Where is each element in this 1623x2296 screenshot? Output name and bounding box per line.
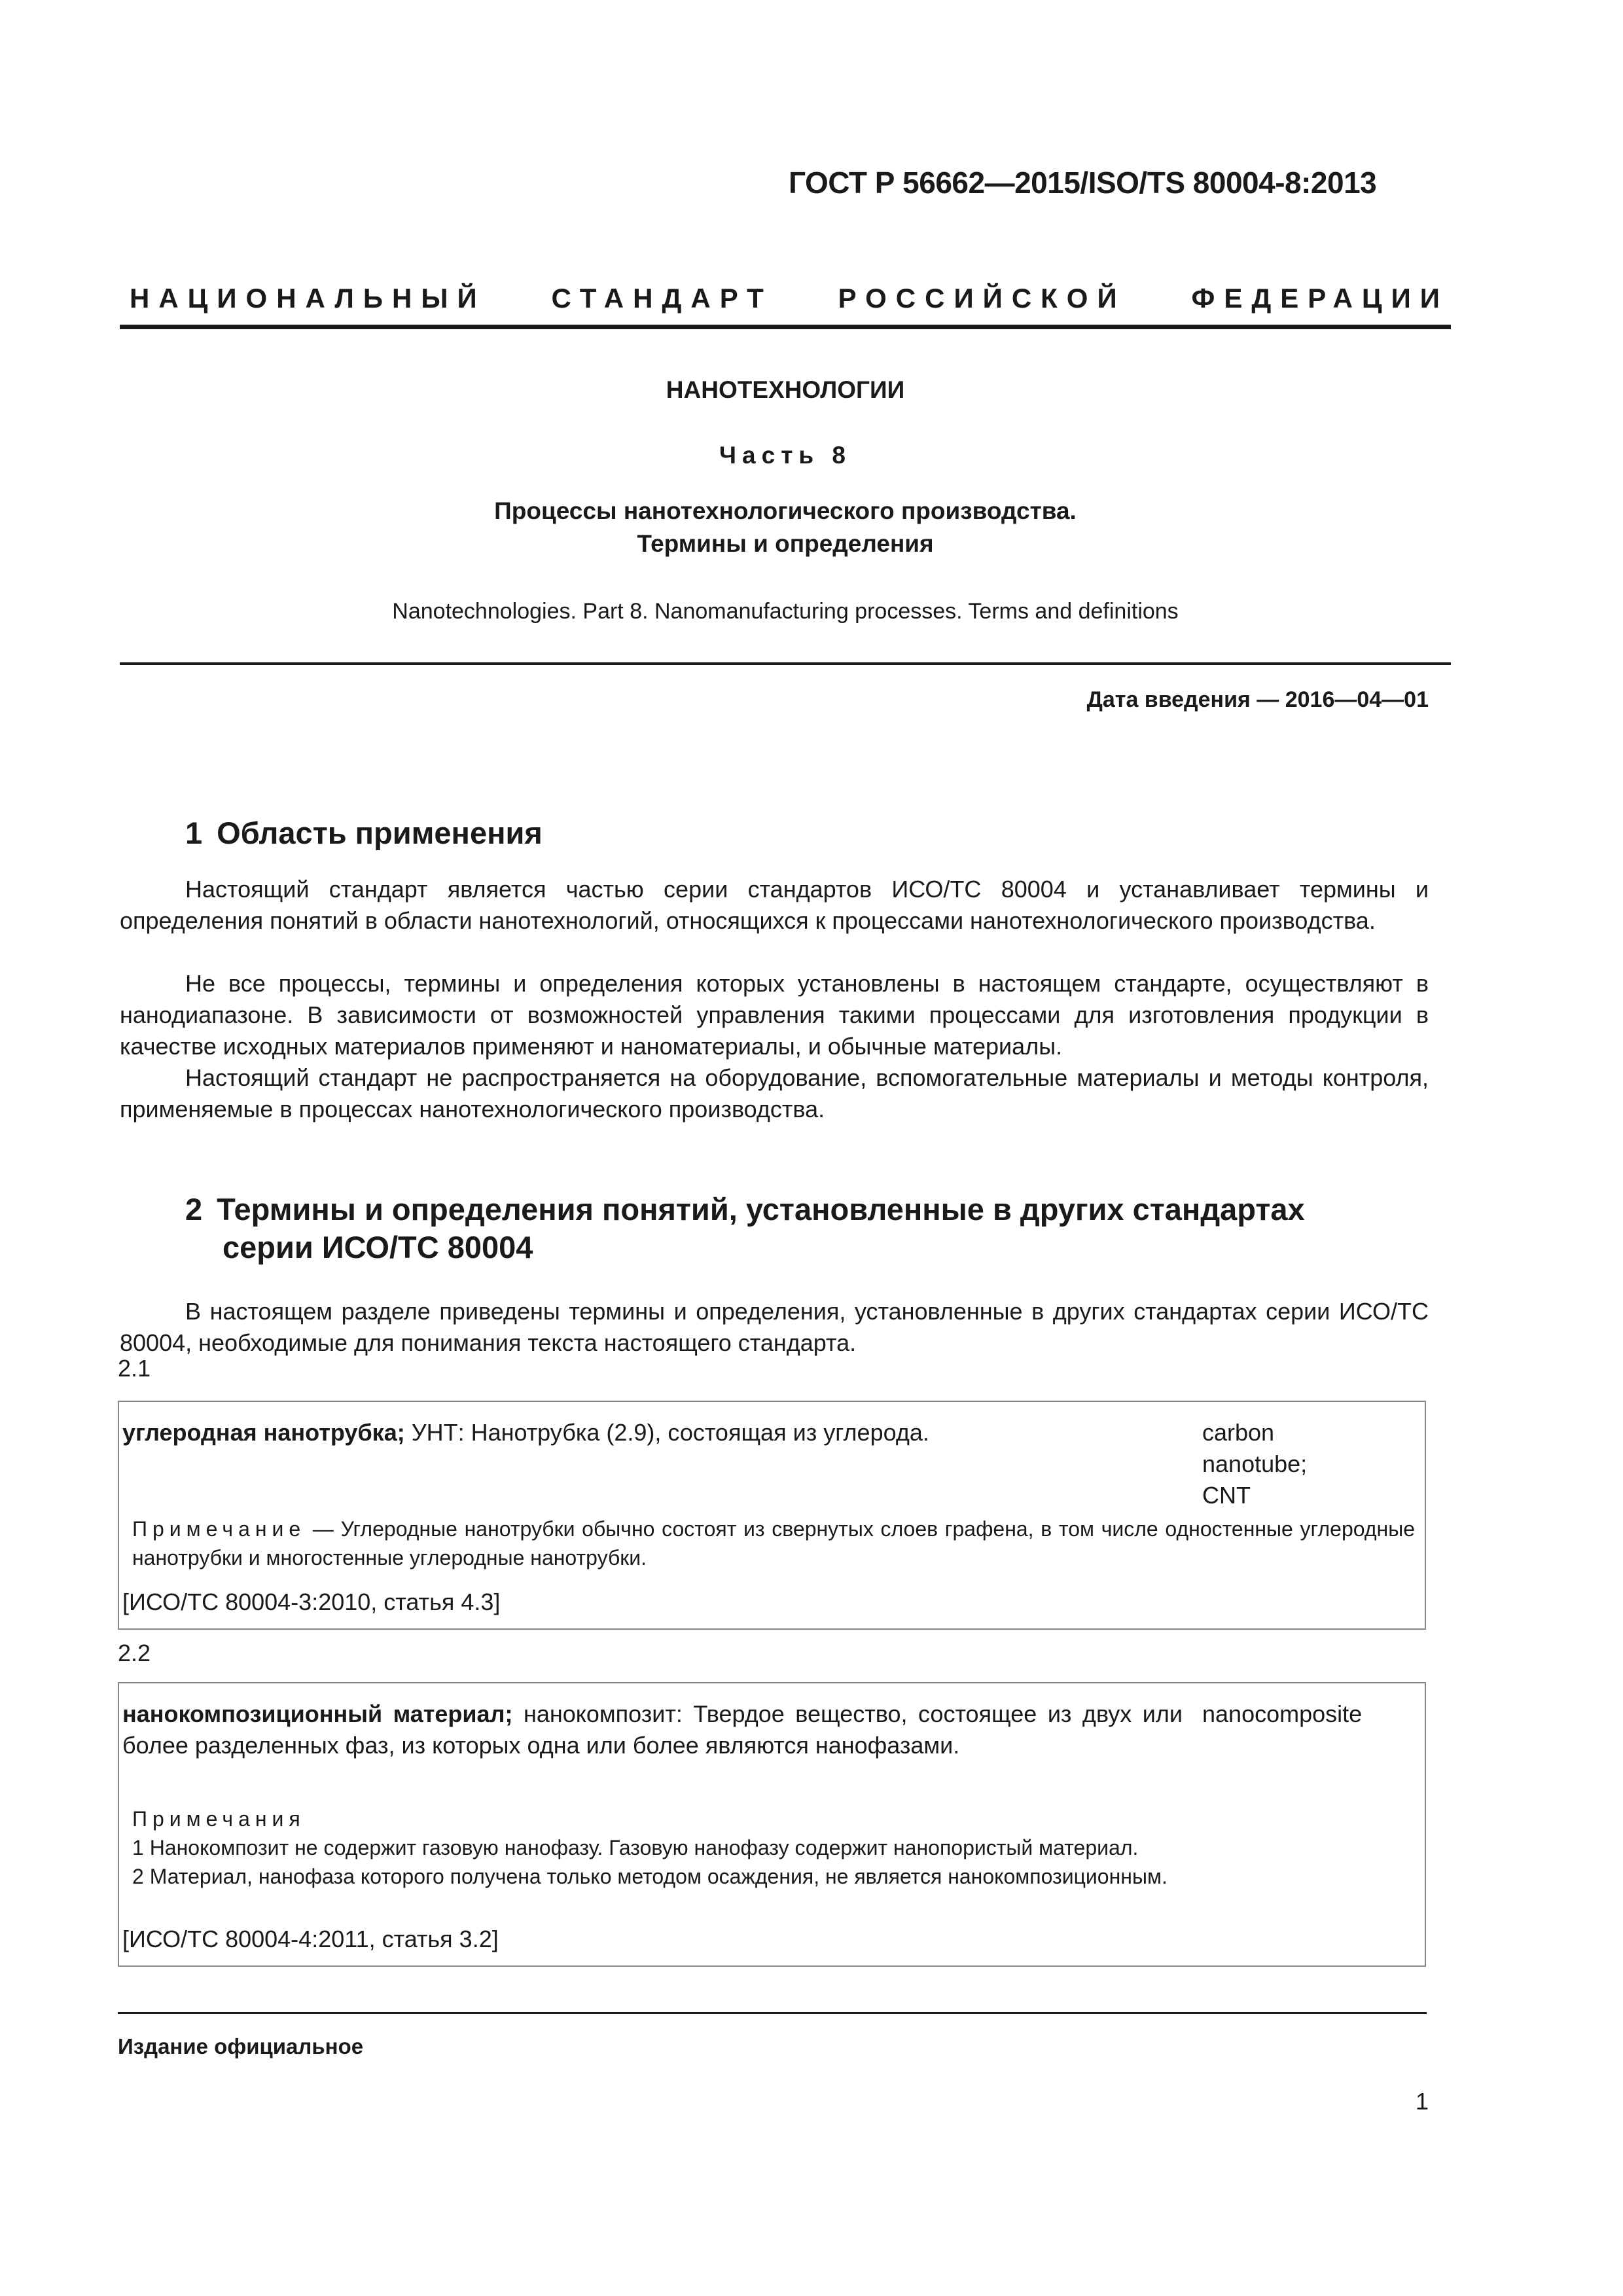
english-term-line: nanotube; bbox=[1202, 1450, 1308, 1477]
document-code: ГОСТ Р 56662—2015/ISO/TS 80004-8:2013 bbox=[789, 166, 1377, 200]
national-standard-banner bbox=[130, 283, 1449, 314]
paragraph-text: В настоящем разделе приведены термины и определения, установленные в других стандартах серии ИСО/ТС 80004, необходимые для понимания текста настоящего стандарта. bbox=[120, 1298, 1429, 1356]
page-number: 1 bbox=[1416, 2088, 1429, 2115]
subtitle-line-2: Термины и определения bbox=[637, 530, 934, 557]
footer-divider bbox=[118, 2012, 1427, 2014]
title-divider bbox=[120, 662, 1451, 665]
paragraph bbox=[120, 1296, 1429, 1359]
subtitle-line-1: Процессы нанотехнологического производства. bbox=[494, 497, 1077, 524]
definition-text: УНТ: Нанотрубка (2.9), состоящая из углерода. bbox=[404, 1419, 929, 1446]
section-number: 2 bbox=[185, 1192, 203, 1227]
term-definition bbox=[119, 1698, 1183, 1761]
term-source: [ИСО/ТС 80004-3:2010, статья 4.3] bbox=[122, 1588, 501, 1615]
english-equivalent bbox=[1202, 1417, 1307, 1511]
part-label: Часть 8 bbox=[719, 442, 851, 469]
term-entry bbox=[118, 1682, 1426, 1967]
paragraph-text: Не все процессы, термины и определения которых установлены в настоящем стандарте, осуществляют в нанодиапазоне. В зависимости от возможностей управления такими процессами для изготовления продукции в качестве исходных материалов применяют и наноматериалы, и обычные материалы. bbox=[120, 970, 1429, 1060]
term-entry bbox=[118, 1401, 1426, 1630]
paragraph bbox=[120, 874, 1429, 937]
section-2-heading bbox=[185, 1191, 1305, 1227]
paragraph-text: Настоящий стандарт является частью серии стандартов ИСО/ТС 80004 и устанавливает термины и определения понятий в области нанотехнологий, относящихся к процессами нанотехнологического производства. bbox=[120, 876, 1429, 934]
section-title: Область применения bbox=[217, 816, 543, 850]
banner-word: ФЕДЕРАЦИИ bbox=[1191, 283, 1449, 314]
section-2-heading-continued: серии ИСО/ТС 80004 bbox=[223, 1230, 533, 1265]
banner-word: СТАНДАРТ bbox=[551, 283, 773, 314]
header-divider bbox=[120, 325, 1451, 329]
definition-text: нанокомпозит: Твердое вещество, состоящее из двух или более разделенных фаз, из которых одна или более являются нанофазами. bbox=[122, 1700, 1183, 1759]
document-title: НАНОТЕХНОЛОГИИ bbox=[666, 376, 905, 403]
term-definition bbox=[119, 1417, 1183, 1448]
edition-label: Издание официальное bbox=[118, 2034, 364, 2058]
term-name: углеродная нанотрубка; bbox=[122, 1419, 405, 1446]
term-note bbox=[132, 1515, 1415, 1572]
paragraph bbox=[120, 968, 1429, 1062]
section-1-heading bbox=[185, 815, 543, 851]
english-term-line: carbon bbox=[1202, 1419, 1275, 1446]
note-item: 1 Нанокомпозит не содержит газовую нанофазу. Газовую нанофазу содержит нанопористый материал. bbox=[132, 1836, 1139, 1859]
english-title: Nanotechnologies. Part 8. Nanomanufacturing processes. Terms and definitions bbox=[392, 599, 1179, 624]
paragraph-text: Настоящий стандарт не распространяется на оборудование, вспомогательные материалы и методы контроля, применяемые в процессах нанотехнологического производства. bbox=[120, 1064, 1429, 1122]
term-number: 2.1 bbox=[118, 1355, 151, 1382]
term-notes bbox=[132, 1804, 1415, 1891]
banner-word: НАЦИОНАЛЬНЫЙ bbox=[130, 283, 486, 314]
paragraph bbox=[120, 1062, 1429, 1125]
english-equivalent bbox=[1202, 1698, 1362, 1730]
notes-label: Примечания bbox=[132, 1807, 306, 1831]
term-name: нанокомпозиционный материал; bbox=[122, 1700, 513, 1727]
term-source: [ИСО/ТС 80004-4:2011, статья 3.2] bbox=[122, 1926, 499, 1952]
term-number: 2.2 bbox=[118, 1640, 151, 1666]
section-title: Термины и определения понятий, установленные в других стандартах bbox=[217, 1192, 1305, 1227]
english-term-line: CNT bbox=[1202, 1482, 1251, 1509]
section-number: 1 bbox=[185, 816, 203, 850]
note-label: Примечание bbox=[132, 1517, 306, 1541]
banner-word: РОССИЙСКОЙ bbox=[838, 283, 1126, 314]
english-term-line: nanocomposite bbox=[1202, 1700, 1363, 1727]
introduction-date: Дата введения — 2016—04—01 bbox=[1086, 687, 1429, 712]
note-item: 2 Материал, нанофаза которого получена только методом осаждения, не является нанокомпозиционным. bbox=[132, 1865, 1168, 1888]
note-text: — Углеродные нанотрубки обычно состоят из свернутых слоев графена, в том числе одностенные углеродные нанотрубки и многостенные углеродные нанотрубки. bbox=[132, 1517, 1415, 1570]
